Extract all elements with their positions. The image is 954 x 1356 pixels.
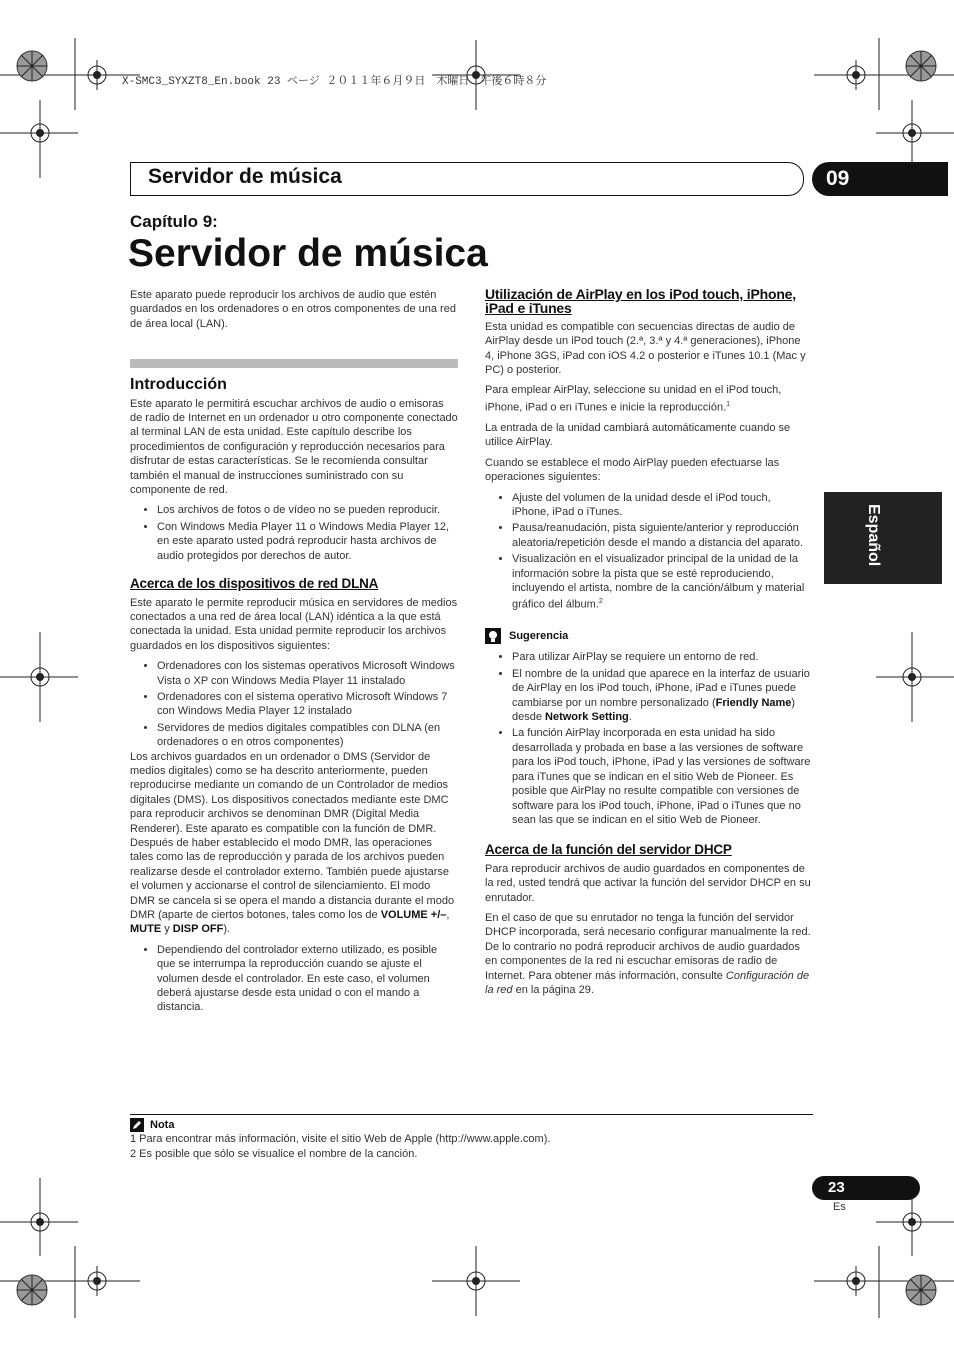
- list-item: • Ordenadores con los sistemas operativos Microsoft Windows Vista o XP con Windows Media Player 11 instalado: [157, 659, 458, 688]
- introduccion-list: [130, 503, 458, 563]
- sugerencia-list: [485, 650, 811, 827]
- key-mute: MUTE: [130, 923, 162, 936]
- intro-paragraph: Este aparato puede reproducir los archivos de audio que estén guardados en los ordenadores o en otros componentes de una red de área local (LAN).: [130, 289, 456, 330]
- chapter-number: 09: [826, 167, 850, 190]
- airplay-list: [485, 491, 811, 613]
- footnote-2: 2 Es posible que sólo se visualice el nombre de la canción.: [130, 1148, 418, 1160]
- list-item: • Servidores de medios digitales compatibles con DLNA (en ordenadores o en otros componentes): [157, 721, 458, 750]
- language-tab: [824, 492, 942, 584]
- introduccion-body: Este aparato le permitirá escuchar archivos de audio o emisoras de radio de Internet en un ordenador u otro componente conectado al terminal LAN de esta unidad. Este capítulo describe los procedimientos de configuración y reproducción necesarios para disfrutar de estas características. Se le recomienda consultar también el manual de instrucciones suministrado con su componente de red.: [130, 397, 458, 497]
- note-divider: [130, 1114, 813, 1115]
- key-volume: VOLUME +/–: [380, 909, 447, 922]
- nota-header: [130, 1118, 174, 1132]
- dhcp-p2-text: En el caso de que su enrutador no tenga la función del servidor DHCP incorporada, será necesario configurar manualmente la red. De lo contrario no podrá reproducir archivos de audio guardados en componentes de la red ni escuchar emisoras de radio de Internet. Para obtener más información, consulte: [485, 911, 811, 982]
- airplay-p3: La entrada de la unidad cambiará automáticamente cuando se utilice AirPlay.: [485, 421, 791, 449]
- pencil-icon: [130, 1118, 144, 1132]
- print-header: X-SMC3_SYXZT8_En.book 23 ページ ２０１１年６月９日 木曜日 午後６時８分: [122, 76, 547, 88]
- left-column: [130, 288, 458, 1019]
- list-item: • La función AirPlay incorporada en esta unidad ha sido desarrollada y probada en base a las versiones de software para los iPod touch, iPhone, iPad y las versiones de software para iTunes que se indican en el sitio Web de Pioneer. Es posible que AirPlay no resulte compatible con versiones de software para los iPod touch, iPhone, iPad o iTunes que no sean las que se indican en el sitio Web de Pioneer.: [512, 726, 811, 827]
- list-item: • Ajuste del volumen de la unidad desde el iPod touch, iPhone, iPad o iTunes.: [512, 491, 811, 520]
- introduccion-heading: Introducción: [130, 376, 227, 394]
- dhcp-p2-end: en la página 29.: [512, 983, 594, 996]
- dhcp-p2: [485, 911, 811, 997]
- airplay-p2: [485, 383, 811, 414]
- nota-label: Nota: [150, 1119, 175, 1131]
- key-disp-off: DISP OFF: [172, 923, 224, 936]
- sugerencia-header: [485, 628, 811, 644]
- dhcp-heading: Acerca de la función del servidor DHCP: [485, 842, 732, 858]
- chapter-title: Servidor de música: [128, 232, 488, 275]
- airplay-heading: Utilización de AirPlay en los iPod touch, iPhone, iPad e iTunes: [485, 286, 796, 317]
- list-item: [512, 667, 811, 725]
- lightbulb-icon: [485, 628, 501, 644]
- airplay-p2-text: Para emplear AirPlay, seleccione su unidad en el iPod touch, iPhone, iPad o en iTunes e inicie la reproducción.: [485, 384, 782, 414]
- airplay-p4: Cuando se establece el modo AirPlay pueden efectuarse las operaciones siguientes:: [485, 456, 780, 484]
- footnote-ref: 2: [598, 598, 603, 606]
- cross-reference: Configuración de la red: [485, 969, 810, 996]
- dlna-body-2: [130, 750, 458, 937]
- section-divider: [130, 359, 458, 368]
- sugerencia-label: Sugerencia: [509, 630, 569, 643]
- chapter-label: Capítulo 9:: [130, 212, 218, 231]
- page-language: Es: [833, 1201, 846, 1213]
- dlna-body: Este aparato le permite reproducir música en servidores de medios conectados a una red de área local (LAN) idéntica a la que está conectada la unidad. Esta unidad permite reproducir los archivos guardados en los dispositivos siguientes:: [130, 596, 458, 652]
- list-item: • Pausa/reanudación, pista siguiente/anterior y reproducción aleatoria/repetición desde el mando a distancia del aparato.: [512, 521, 811, 550]
- dlna-heading: Acerca de los dispositivos de red DLNA: [130, 576, 379, 592]
- header-title: Servidor de música: [148, 165, 342, 188]
- page-number-badge: [812, 1176, 920, 1200]
- dlna-body-2-text: Los archivos guardados en un ordenador o DMS (Servidor de medios digitales) como se ha descrito anteriormente, pueden reproducirse mediante un comando de un Controlador de medios digitales (DMS). Los dispositivos conectados mediante este DMC para reproducir archivos se denominan DMR (Digital Media Renderer). Este aparato es compatible con la función de DMR. Después de haber establecido el modo DMR, las operaciones tales como las de reproducción y parada de los archivos pueden realizarse desde el controlador externo. También puede ajustarse el volumen y accionarse el control de silenciamiento. El modo DMR se cancela si se opera el mando a distancia durante el modo DMR (aparte de ciertos botones, tales como los de: [130, 750, 455, 922]
- list-item: [512, 552, 811, 612]
- list-item: • Los archivos de fotos o de vídeo no se pueden reproducir.: [157, 503, 458, 517]
- network-setting: Network Setting: [545, 711, 629, 724]
- list-item: • Dependiendo del controlador externo utilizado, es posible que se interrumpa la reproducción cuando se ajuste el volumen desde el controlador. En este caso, el volumen deberá ajustarse desde esta unidad o con el mando a distancia.: [157, 943, 458, 1015]
- list-item-text: El nombre de la unidad que aparece en la interfaz de usuario de AirPlay en los iPod touch, iPhone, iPad e iTunes puede cambiarse por un nombre personalizado (: [512, 667, 810, 709]
- airplay-p1: Esta unidad es compatible con secuencias directas de audio de AirPlay desde un iPod touch (2.ª, 3.ª y 4.ª generaciones), iPhone 4, iPhone 3GS, iPad con iOS 4.2 o posterior e iTunes 10.1 (Mac y PC) o posterior.: [485, 320, 806, 377]
- list-item: • Ordenadores con el sistema operativo Microsoft Windows 7 con Windows Media Player 12 instalado: [157, 690, 458, 719]
- key-separator: ,: [446, 909, 450, 922]
- right-column: [485, 287, 811, 1003]
- dhcp-p1: Para reproducir archivos de audio guardados en componentes de la red, usted tendrá que activar la función del servidor DHCP en su enrutador.: [485, 862, 811, 904]
- list-item-text: ) desde: [512, 696, 796, 724]
- dlna-list: [130, 659, 458, 749]
- dlna-list-2: [130, 943, 458, 1015]
- key-end: ).: [223, 923, 231, 936]
- footnote-1: 1 Para encontrar más información, visite el sitio Web de Apple (http://www.apple.com).: [130, 1133, 551, 1145]
- footnote-ref: 1: [726, 400, 731, 408]
- page-number: 23: [828, 1179, 845, 1196]
- chapter-number-badge: [812, 162, 948, 196]
- list-item: • Para utilizar AirPlay se requiere un entorno de red.: [512, 650, 811, 664]
- friendly-name: Friendly Name: [715, 696, 792, 709]
- list-item-text: Visualización en el visualizador principal de la unidad de la información sobre la pista que se esté reproduciendo, incluyendo el artista, nombre de la canción/álbum y material gráfico del álbum.: [512, 553, 805, 612]
- list-item: • Con Windows Media Player 11 o Windows Media Player 12, en este aparato usted podrá reproducir hasta archivos de audio protegidos por derechos de autor.: [157, 520, 458, 563]
- list-item-text: .: [628, 711, 632, 724]
- language-tab-label: Español: [865, 504, 882, 567]
- key-separator: y: [161, 923, 173, 936]
